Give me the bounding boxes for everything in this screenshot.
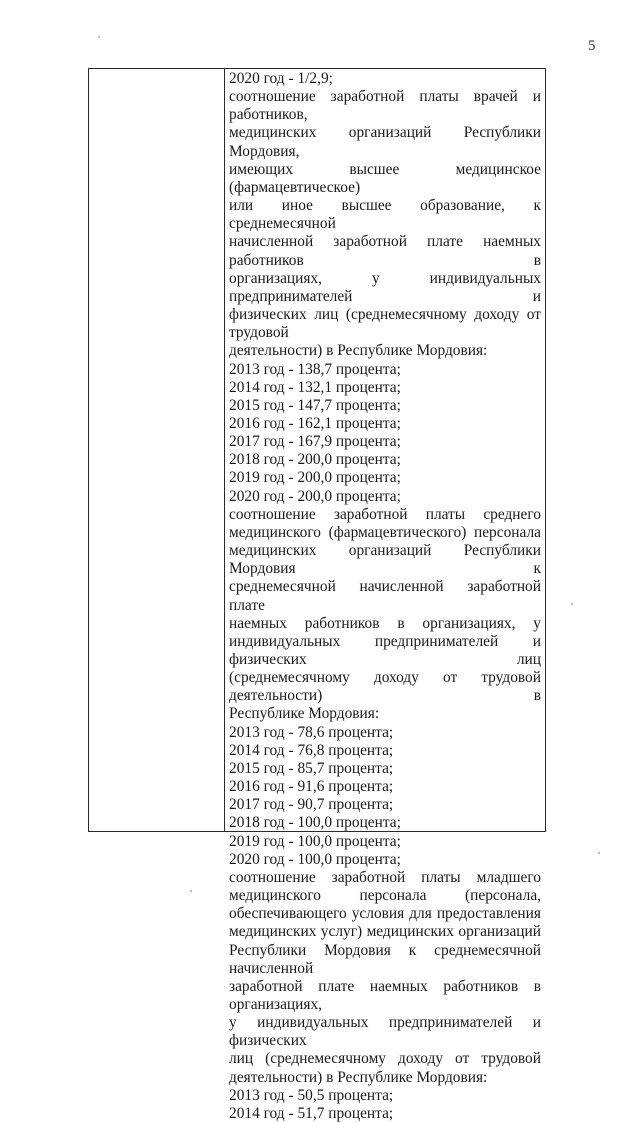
text-line: медицинского (фармацевтического) персонала <box>229 523 541 541</box>
text-line: 2014 год - 132,1 процента; <box>229 378 401 396</box>
text-line: 2015 год - 147,7 процента; <box>229 396 401 414</box>
text-line: среднемесячной начисленной заработной плате <box>229 578 541 614</box>
text-line: наемных работников в организациях, у <box>229 614 541 632</box>
text-line: 2016 год - 162,1 процента; <box>229 414 401 432</box>
text-line: соотношение заработной платы младшего <box>229 868 541 886</box>
text-line: соотношение заработной платы врачей и работников, <box>229 88 541 124</box>
scan-speck <box>190 890 192 892</box>
scan-speck <box>571 603 573 605</box>
text-line: 2016 год - 91,6 процента; <box>229 778 394 796</box>
text-line: имеющих высшее медицинское (фармацевтическое) <box>229 160 541 196</box>
text-line: 2017 год - 167,9 процента; <box>229 433 401 451</box>
scan-speck <box>98 36 100 38</box>
text-line: (среднемесячному доходу от трудовой деятельности) в <box>229 669 541 705</box>
text-line: 2014 год - 51,7 процента; <box>229 1104 394 1122</box>
text-line: медицинских организаций Республики Мордовия к <box>229 542 541 578</box>
text-line: заработной плате наемных работников в организациях, <box>229 977 541 1013</box>
text-line: 2014 год - 76,8 процента; <box>229 741 394 759</box>
text-line: Республике Мордовия: <box>229 705 380 723</box>
text-line: деятельности) в Республике Мордовия: <box>229 1068 488 1086</box>
text-line: или иное высшее образование, к среднемесячной <box>229 197 541 233</box>
text-line: 2017 год - 90,7 процента; <box>229 796 394 814</box>
text-line: 2019 год - 200,0 процента; <box>229 469 401 487</box>
scan-speck <box>598 852 600 854</box>
text-line: физических лиц (среднемесячному доходу от трудовой <box>229 306 541 342</box>
text-line: индивидуальных предпринимателей и физических лиц <box>229 632 541 668</box>
text-line: начисленной заработной плате наемных работников в <box>229 233 541 269</box>
text-line: 2019 год - 100,0 процента; <box>229 832 401 850</box>
text-line: обеспечивающего условия для предоставления <box>229 905 541 923</box>
text-line: 2013 год - 50,5 процента; <box>229 1086 394 1104</box>
text-line: лиц (среднемесячному доходу от трудовой <box>229 1050 541 1068</box>
column-divider <box>224 68 225 832</box>
text-line: медицинских организаций Республики Мордовия, <box>229 124 541 160</box>
text-line: 2015 год - 85,7 процента; <box>229 759 394 777</box>
page-number: 5 <box>588 38 596 54</box>
text-line: 2013 год - 78,6 процента; <box>229 723 394 741</box>
text-line: 2013 год - 138,7 процента; <box>229 360 401 378</box>
text-line: 2018 год - 200,0 процента; <box>229 451 401 469</box>
text-line: медицинских услуг) медицинских организаций <box>229 923 541 941</box>
text-line: 2020 год - 100,0 процента; <box>229 850 401 868</box>
text-line: деятельности) в Республике Мордовия: <box>229 342 488 360</box>
text-line: организациях, у индивидуальных предпринимателей и <box>229 269 541 305</box>
text-line: медицинского персонала (персонала, <box>229 887 541 905</box>
table-cell-text <box>229 70 541 1123</box>
text-line: у индивидуальных предпринимателей и физических <box>229 1014 541 1050</box>
text-line: 2020 год - 200,0 процента; <box>229 487 401 505</box>
text-line: соотношение заработной платы среднего <box>229 505 541 523</box>
text-line: 2018 год - 100,0 процента; <box>229 814 401 832</box>
text-line: Республики Мордовия к среднемесячной начисленной <box>229 941 541 977</box>
text-line: 2020 год - 1/2,9; <box>229 70 333 87</box>
